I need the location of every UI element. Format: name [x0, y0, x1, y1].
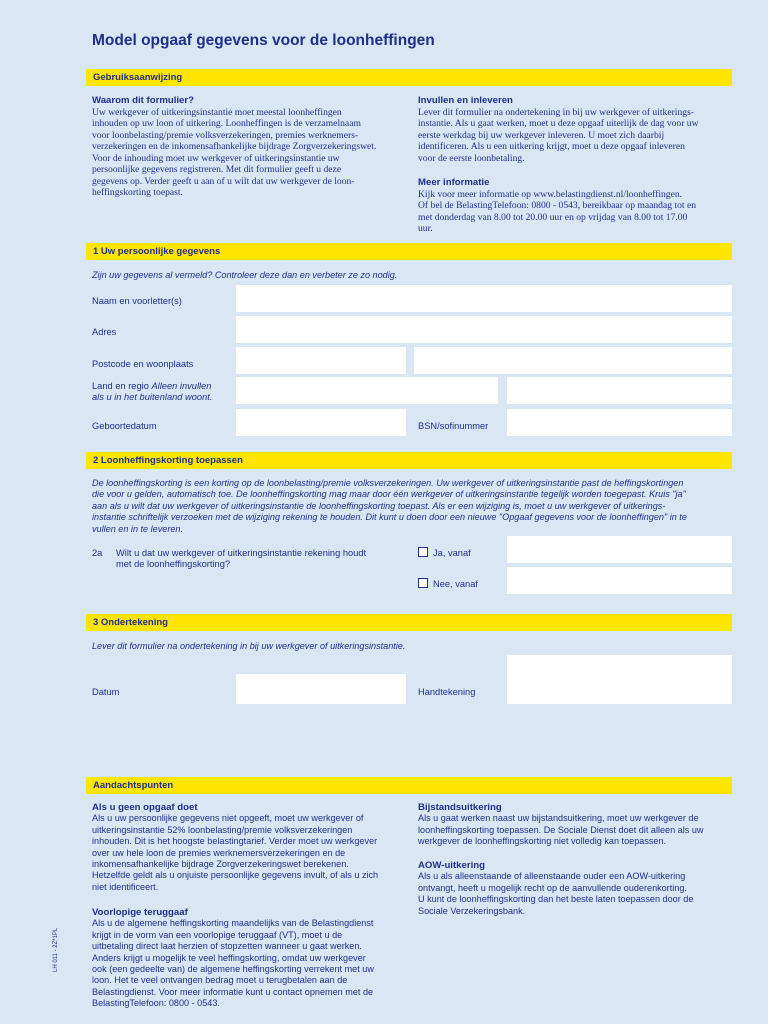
- section2-intro-line: De loonheffingskorting is een korting op de loonbelasting/premie volksverzekeringen. Uw werkgever of uitkeringsinstantie past de heffingskortingen: [92, 478, 684, 488]
- bijstand-block: [418, 802, 732, 848]
- question-2a-number: 2a: [92, 548, 103, 558]
- form-code: LH 011 - 2Z*1PL: [53, 927, 59, 972]
- aow-line: Als u als alleenstaande of alleenstaande ouder een AOW-uitkering: [418, 871, 686, 882]
- naam-label: Naam en voorletter(s): [92, 296, 182, 306]
- waarom-title: Waarom dit formulier?: [92, 95, 194, 106]
- meer-info-line: met donderdag van 8.00 tot 20.00 uur en op vrijdag van 8.00 tot 17.00: [418, 211, 688, 223]
- aow-title: AOW-uitkering: [418, 860, 485, 871]
- bsn-label: BSN/sofinummer: [418, 421, 489, 431]
- waarom-block: [92, 95, 412, 199]
- geen-opgaaf-block: [92, 802, 412, 893]
- invullen-line: instantie. Als u gaat werken, moet u deze opgaaf uiterlijk de dag voor uw: [418, 118, 699, 129]
- voorlopige-line: krijgt in de vorm van een voorlopige teruggaaf (VT), moet u de: [92, 929, 343, 940]
- geboortedatum-field[interactable]: [236, 409, 406, 436]
- geen-opgaaf-line: over uw hele loon de premies werknemersverzekeringen en de: [92, 847, 346, 858]
- land-label-hint: Alleen invullen: [151, 381, 212, 391]
- section2-intro: [92, 478, 732, 535]
- aow-line: U kunt de loonheffingskorting dan het beste laten toepassen door de: [418, 894, 694, 905]
- ja-label: Ja, vanaf: [433, 548, 471, 558]
- question-2a-line: met de loonheffingskorting?: [116, 559, 231, 569]
- naam-field[interactable]: [236, 285, 732, 312]
- nee-label: Nee, vanaf: [433, 579, 478, 589]
- geen-opgaaf-title: Als u geen opgaaf doet: [92, 802, 198, 813]
- aow-line: ontvangt, heeft u mogelijk recht op de aanvullende ouderenkorting.: [418, 882, 687, 893]
- geen-opgaaf-line: inhouden. Dit is het hoogste belastingtarief. Verder moet uw werkgever: [92, 836, 378, 847]
- voorlopige-line: Als u de algemene heffingskorting maandelijks van de Belastingdienst: [92, 918, 374, 929]
- geen-opgaaf-line: Hetzelfde geldt als u onjuiste persoonlijke gegevens invult, of als u zich: [92, 870, 379, 881]
- page-title: Model opgaaf gegevens voor de loonheffingen: [92, 32, 435, 49]
- section2-intro-line: instantie schriftelijk verzoeken met de wijziging rekening te houden. Dit kunt u doen door een nieuwe "Opgaaf gegevens voor de loonheffingen" in te: [92, 512, 687, 523]
- voorlopige-line: loon. Het te veel ontvangen bedrag moet u terugbetalen aan de: [92, 975, 348, 986]
- bijstand-line: werkgever de loonheffingskorting niet volledig kan toepassen.: [418, 836, 667, 847]
- ja-vanaf-field[interactable]: [507, 536, 732, 563]
- invullen-line: Lever dit formulier na ondertekening in bij uw werkgever of uitkerings-: [418, 106, 694, 118]
- invullen-title: Invullen en inleveren: [418, 95, 513, 106]
- voorlopige-line: Belastingdienst. Voor meer informatie kunt u contact opnemen met de: [92, 986, 374, 997]
- invullen-line: eerste werkdag bij uw werkgever inleveren. U moet zich daarbij: [418, 129, 665, 141]
- land-label-hint-2: als u in het buitenland woont.: [92, 392, 213, 402]
- voorlopige-teruggaaf-block: [92, 907, 412, 1010]
- handtekening-field[interactable]: [507, 655, 732, 704]
- question-2a-line: Wilt u dat uw werkgever of uitkeringsinstantie rekening houdt: [116, 548, 367, 558]
- meer-info-line: Of bel de BelastingTelefoon: 0800 - 0543, bereikbaar op maandag tot en: [418, 200, 696, 211]
- meer-info-line: uur.: [418, 223, 433, 234]
- datum-label: Datum: [92, 687, 120, 697]
- waarom-line: inhouden op uw loon of uitkering. Loonheffingen is de verzamelnaam: [92, 118, 361, 129]
- section2-intro-line: vullen en in te leveren.: [92, 523, 183, 534]
- voorlopige-teruggaaf-title: Voorlopige teruggaaf: [92, 907, 188, 918]
- geen-opgaaf-line: Als u uw persoonlijke gegevens niet opgeeft, moet uw werkgever of: [92, 813, 364, 824]
- section-header-gebruik: Gebruiksaanwijzing: [86, 69, 732, 86]
- regio-field[interactable]: [507, 377, 732, 404]
- adres-label: Adres: [92, 327, 117, 337]
- waarom-line: verzekeringen en de inkomensafhankelijke bijdrage Zorgverzekeringswet.: [92, 141, 377, 152]
- waarom-line: heffingskorting toepast.: [92, 187, 183, 198]
- waarom-line: gegevens op. Verder geeft u aan of u wilt dat uw werkgever de loon-: [92, 175, 355, 187]
- question-2a: [116, 548, 366, 570]
- geen-opgaaf-line: uitkeringsinstantie 52% loonbelasting/premie volksverzekeringen: [92, 824, 353, 835]
- waarom-line: Uw werkgever of uitkeringsinstantie moet meestal loonheffingen: [92, 106, 342, 118]
- section-header-2: 2 Loonheffingskorting toepassen: [86, 452, 732, 469]
- adres-field[interactable]: [236, 316, 732, 343]
- waarom-line: persoonlijke gegevens registreren. Met dit formulier geeft u deze: [92, 164, 342, 175]
- section3-intro: Lever dit formulier na ondertekening in bij uw werkgever of uitkeringsinstantie.: [92, 641, 406, 651]
- bijstand-line: Als u gaat werken naast uw bijstandsuitkering, moet uw werkgever de: [418, 813, 699, 824]
- meer-info-title: Meer informatie: [418, 177, 490, 188]
- postcode-field[interactable]: [236, 347, 406, 374]
- ja-checkbox[interactable]: [418, 547, 428, 557]
- section-header-aandacht: Aandachtspunten: [86, 777, 732, 794]
- geen-opgaaf-line: inkomensafhankelijke bijdrage Zorgverzekeringswet berekenen.: [92, 859, 349, 870]
- section-header-3: 3 Ondertekening: [86, 614, 732, 631]
- meer-info-block: [418, 177, 732, 235]
- voorlopige-line: Anders krijgt u mogelijk te veel heffingskorting, omdat uw werkgever: [92, 952, 366, 963]
- land-label-main: Land en regio: [92, 381, 149, 391]
- invullen-line: identificeren. Als u een uitkering krijgt, moet u deze opgaaf inleveren: [418, 141, 685, 152]
- land-label: [92, 381, 212, 403]
- waarom-line: voor loonbelasting/premie volksverzekeringen, premies werknemers-: [92, 129, 359, 141]
- postcode-label: Postcode en woonplaats: [92, 359, 194, 369]
- land-field[interactable]: [236, 377, 498, 404]
- section1-intro: Zijn uw gegevens al vermeld? Controleer deze dan en verbeter ze zo nodig.: [92, 270, 398, 280]
- section2-intro-line: aan als u wilt dat uw werkgever of uitkeringsinstantie de loonheffingskorting toepast. Als er een wijziging is, moet u uw werkgever of uitkerings-: [92, 500, 666, 511]
- nee-checkbox[interactable]: [418, 578, 428, 588]
- invullen-line: voor de eerste loonbetaling.: [418, 152, 525, 164]
- section-header-1: 1 Uw persoonlijke gegevens: [86, 243, 732, 260]
- handtekening-label: Handtekening: [418, 687, 476, 697]
- aow-block: [418, 860, 732, 917]
- bijstand-title: Bijstandsuitkering: [418, 802, 502, 813]
- geboortedatum-label: Geboortedatum: [92, 421, 157, 431]
- datum-field[interactable]: [236, 674, 406, 704]
- voorlopige-line: BelastingTelefoon: 0800 - 0543.: [92, 998, 220, 1009]
- invullen-block: [418, 95, 732, 164]
- meer-info-line: Kijk voor meer informatie op www.belastingdienst.nl/loonheffingen.: [418, 188, 683, 200]
- bijstand-line: loonheffingskorting toepassen. De Sociale Dienst doet dit alleen als uw: [418, 824, 704, 835]
- nee-vanaf-field[interactable]: [507, 567, 732, 594]
- geen-opgaaf-line: niet identificeert.: [92, 881, 159, 892]
- bsn-field[interactable]: [507, 409, 732, 436]
- waarom-line: Voor de inhouding moet uw werkgever of uitkeringsinstantie uw: [92, 152, 340, 164]
- aow-line: Sociale Verzekeringsbank.: [418, 905, 526, 916]
- section2-intro-line: die voor u gelden, automatisch toe. De loonheffingskorting mag maar door één werkgever of uitkeringsinstantie tegelijk worden toegepast. Kruis "ja": [92, 489, 686, 500]
- voorlopige-line: uitbetaling direct laat herzien of stopzetten wanneer u gaat werken.: [92, 941, 362, 952]
- woonplaats-field[interactable]: [414, 347, 732, 374]
- voorlopige-line: ook (een gedeelte van) de algemene heffingskorting verrekent met uw: [92, 964, 374, 975]
